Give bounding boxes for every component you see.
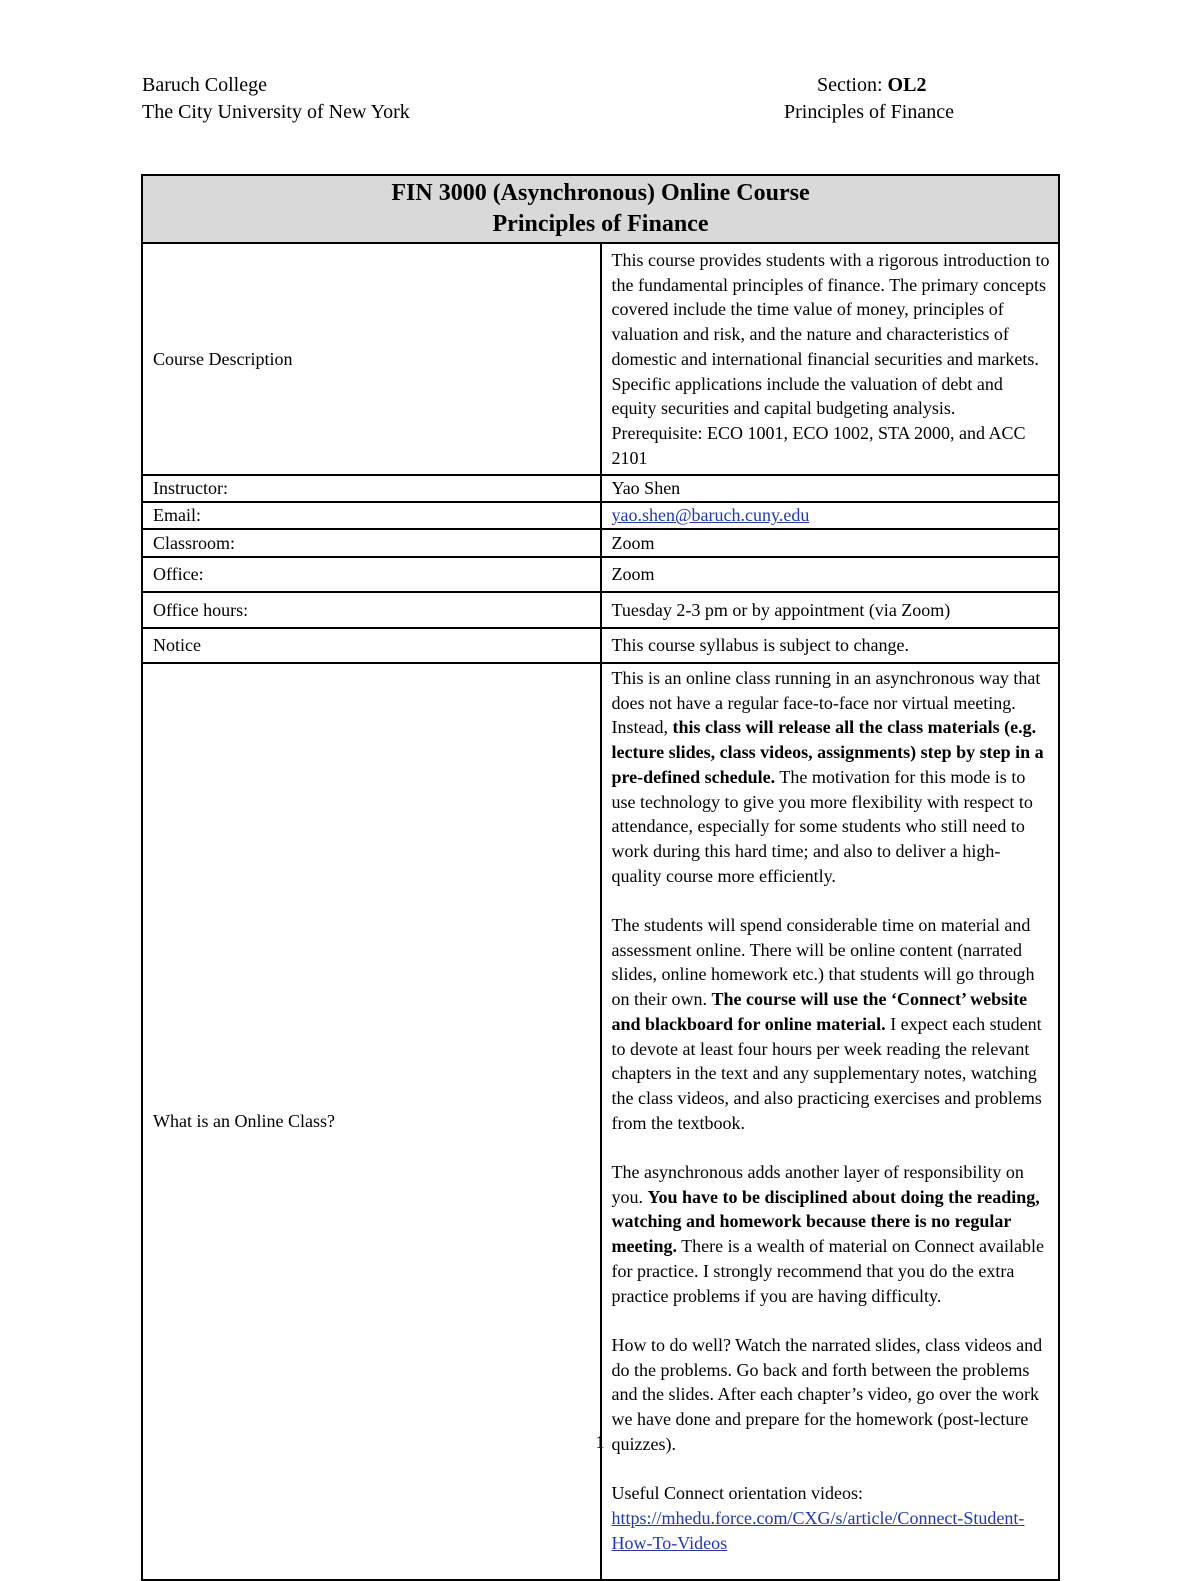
- office-value: Zoom: [601, 557, 1060, 592]
- online-p1-text-a: This is an online class running in an asynchronous way that does not have a regular face-to-face nor virtual meeting. Instead,: [611, 668, 1041, 738]
- notice-row: [142, 628, 1059, 663]
- online-paragraph-4: How to do well? Watch the narrated slides, class videos and do the problems. Go back and forth between the problems and the slides. After each chapter’s video, go over the work we have done and prepare for the homework (post-lecture quizzes).: [611, 1334, 1043, 1454]
- orientation-videos-label: Useful Connect orientation videos:: [611, 1483, 863, 1504]
- course-title-line2: Principles of Finance: [492, 211, 709, 237]
- online-p2-text-a: The students will spend considerable time on material and assessment online. There will be online content (narrated slides, online homework etc.) that students will go through on their own.: [611, 915, 1035, 1010]
- section-code: OL2: [887, 74, 927, 96]
- online-p3-text-b: There is a wealth of material on Connect available for practice. I strongly recommend that you do the extra practice problems if you are having difficulty.: [611, 1236, 1045, 1306]
- section-prefix: Section:: [817, 74, 888, 96]
- header-left: [142, 72, 410, 126]
- page-number: 1: [595, 1432, 605, 1452]
- notice-value: This course syllabus is subject to change.: [601, 628, 1060, 663]
- header-right: [784, 72, 954, 126]
- course-description-text: This course provides students with a rigorous introduction to the fundamental principles of finance. The primary concepts covered include the time value of money, principles of valuation and risk, and the nature and characteristics of domestic and international financial securities and markets. Specific applications include the valuation of debt and equity securities and capital budgeting analysis.: [611, 250, 1050, 419]
- office-hours-row: [142, 592, 1059, 628]
- notice-label: Notice: [142, 628, 601, 663]
- online-paragraph-5: [612, 1481, 1051, 1555]
- email-label: Email:: [142, 502, 601, 529]
- instructor-label: Instructor:: [142, 475, 601, 502]
- classroom-label: Classroom:: [142, 529, 601, 557]
- section-line: [784, 72, 954, 99]
- office-hours-label: Office hours:: [142, 592, 601, 628]
- office-hours-value: Tuesday 2-3 pm or by appointment (via Zoom): [601, 592, 1060, 628]
- online-paragraph-1: [612, 666, 1051, 888]
- instructor-row: [142, 475, 1059, 502]
- connect-videos-link[interactable]: https://mhedu.force.com/CXG/s/article/Connect-Student-How-To-Videos: [611, 1507, 1025, 1553]
- online-class-label: What is an Online Class?: [142, 663, 601, 1580]
- prerequisite-text: Prerequisite: ECO 1001, ECO 1002, STA 2000, and ACC 2101: [611, 422, 1026, 468]
- office-row: [142, 557, 1059, 592]
- instructor-value: Yao Shen: [601, 475, 1060, 502]
- email-cell: [601, 502, 1060, 529]
- classroom-value: Zoom: [601, 529, 1060, 557]
- course-name-header: Principles of Finance: [784, 101, 954, 123]
- online-p2-bold: The course will use the ‘Connect’ website and blackboard for online material.: [611, 989, 1028, 1034]
- email-row: [142, 502, 1059, 529]
- course-title-line1: FIN 3000 (Asynchronous) Online Course: [391, 180, 810, 206]
- online-paragraph-3: [612, 1160, 1051, 1308]
- email-link[interactable]: yao.shen@baruch.cuny.edu: [611, 505, 810, 526]
- course-description-cell: [601, 243, 1060, 475]
- online-p3-text-a: The asynchronous adds another layer of responsibility on you.: [611, 1162, 1024, 1207]
- course-description-label: Course Description: [142, 243, 601, 475]
- online-p1-text-b: The motivation for this mode is to use technology to give you more flexibility with respect to attendance, especially for some students who still need to work during this hard time; and also to deliver a high-quality course more efficiently.: [611, 766, 1033, 886]
- syllabus-table: [141, 174, 1060, 1581]
- course-description-row: [142, 243, 1059, 475]
- institution-name: Baruch College: [142, 74, 267, 96]
- office-label: Office:: [142, 557, 601, 592]
- online-p1-bold: this class will release all the class materials (e.g. lecture slides, class videos, assignments) step by step in a pre-defined schedule.: [611, 717, 1044, 787]
- online-p3-bold: You have to be disciplined about doing the reading, watching and homework because there is no regular meeting.: [611, 1186, 1040, 1257]
- course-title: [142, 175, 1059, 243]
- classroom-row: [142, 529, 1059, 557]
- online-paragraph-2: [612, 913, 1051, 1135]
- online-p2-text-b: I expect each student to devote at least four hours per week reading the relevant chapters in the text and any supplementary notes, watching the class videos, and also practicing exercises and problems from the textbook.: [611, 1013, 1042, 1133]
- university-name: The City University of New York: [142, 101, 410, 123]
- title-row: [142, 175, 1059, 243]
